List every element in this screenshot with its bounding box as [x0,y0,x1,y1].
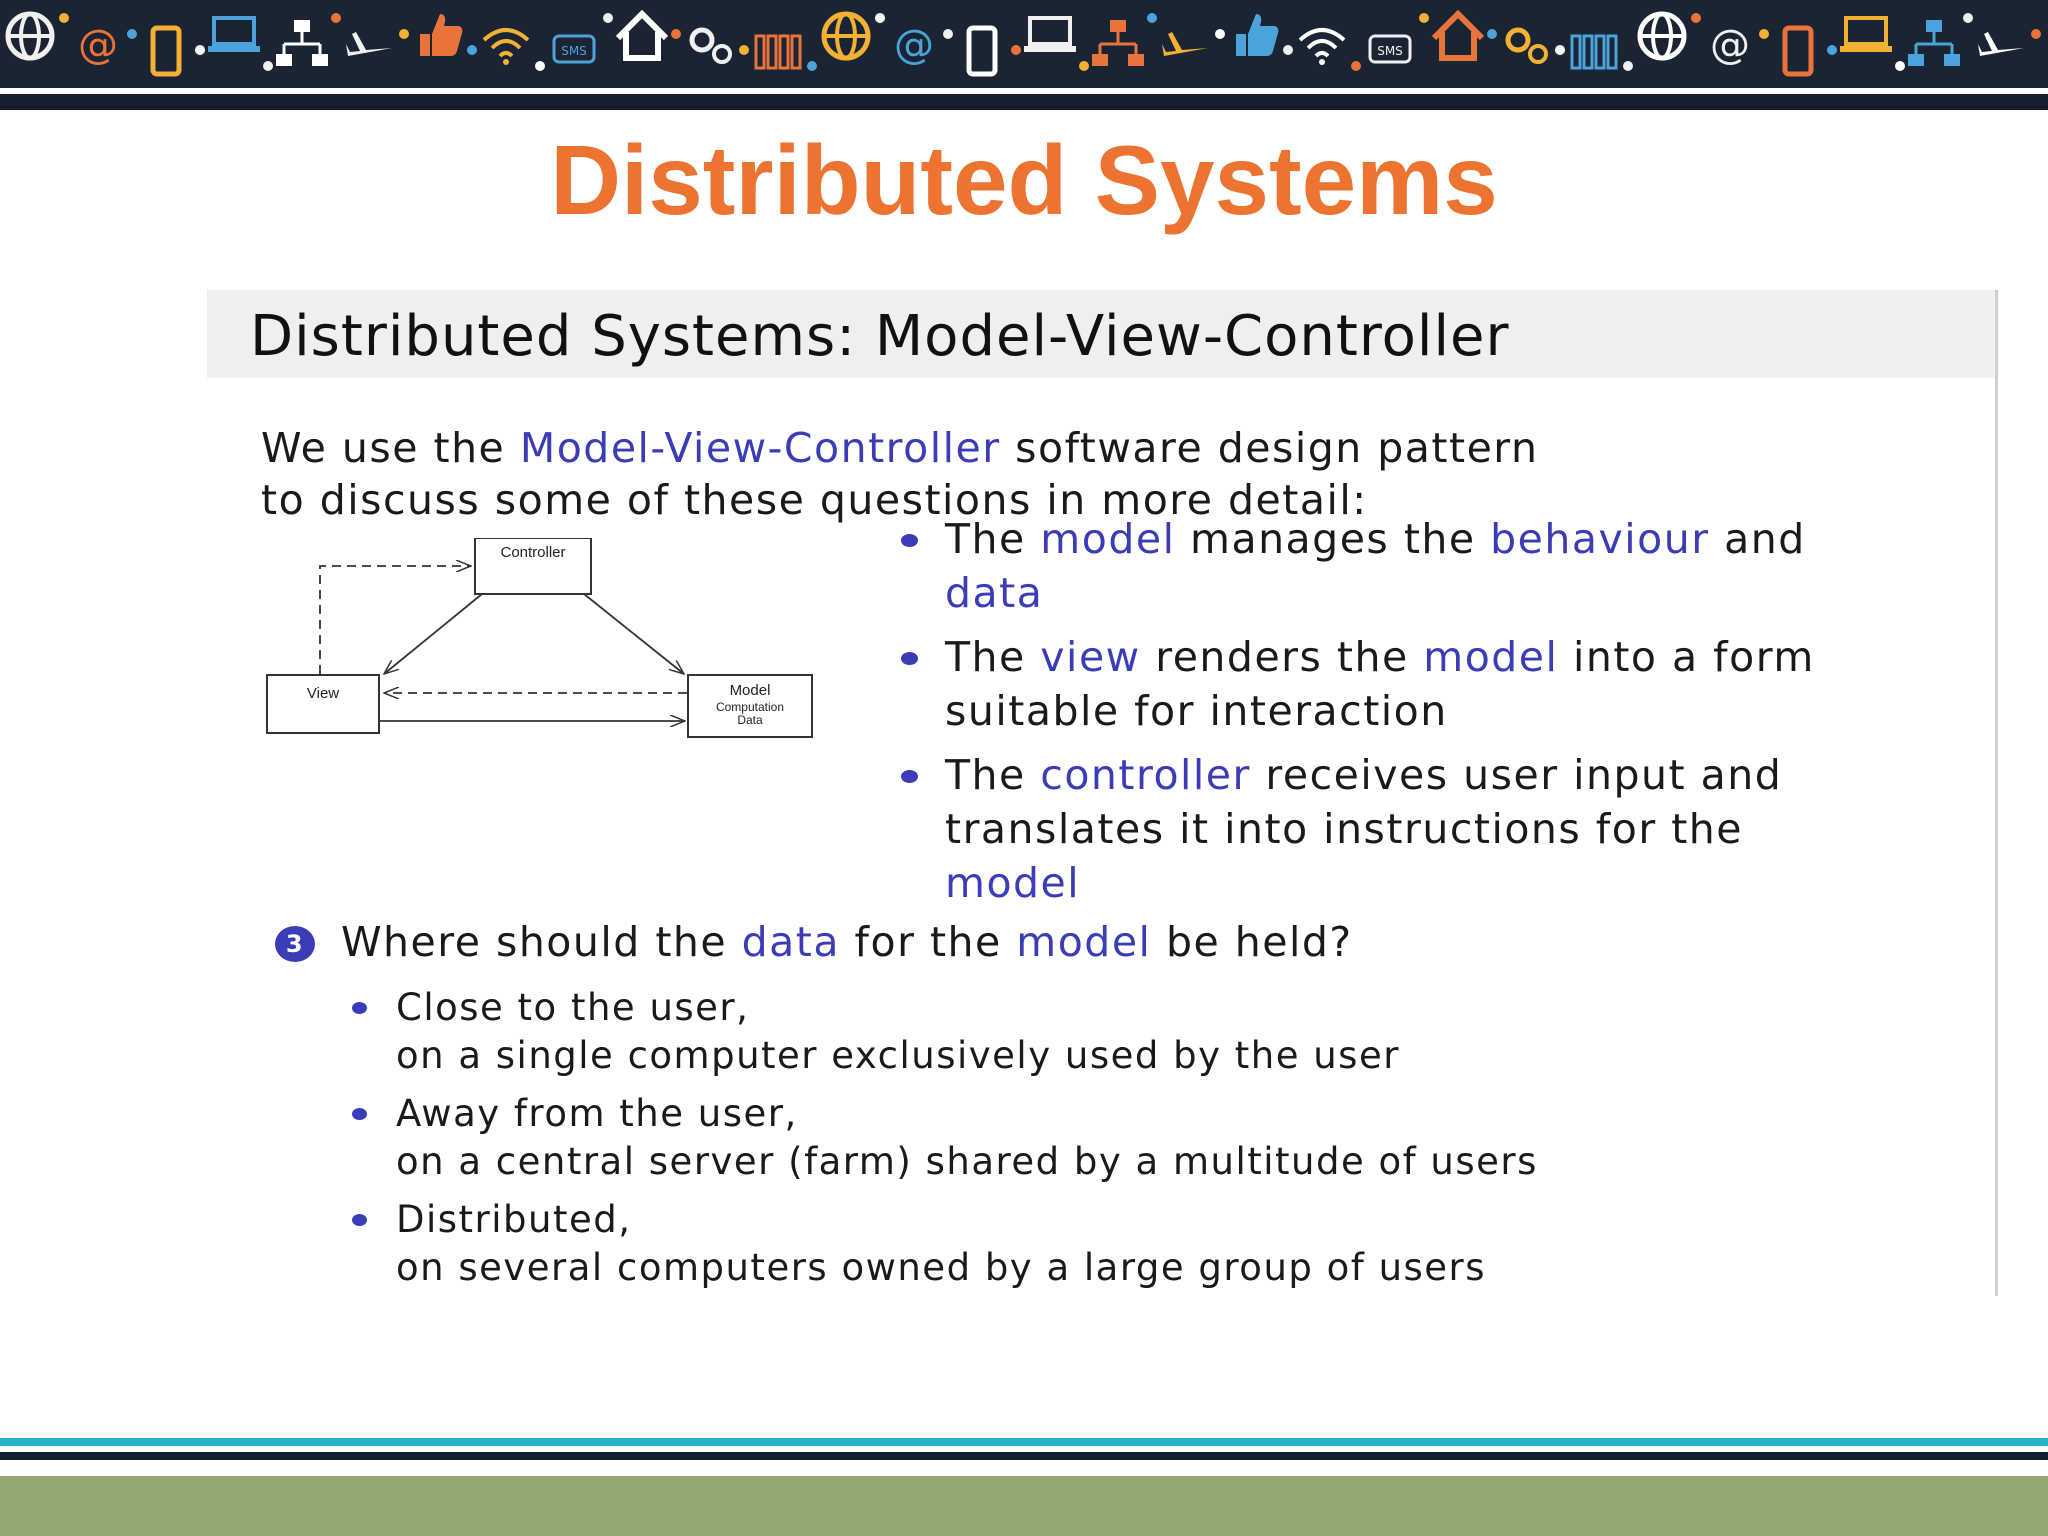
sub-bullet-detail: on several computers owned by a large group of users [396,1246,1487,1289]
laptop-icon [1840,18,1892,52]
battery-icon [1572,36,1616,68]
bullet-controller [892,748,1872,912]
slide-title: Distributed Systems [550,125,1498,235]
question-text: Where should the data for the model be held? [341,918,1353,966]
dot-icon [1419,13,1429,23]
dot-icon [1283,45,1293,55]
bullet-dot [901,652,918,665]
dot-icon [535,61,545,71]
bullet-model [892,512,1872,622]
thumbs-up-icon [420,14,462,56]
laptop-icon [208,18,260,52]
sub-bullet-head: Distributed, [396,1198,632,1241]
frame-title: Distributed Systems: Model-View-Controller [250,304,1510,369]
network-icon [1908,20,1960,66]
intro-text: We use the [261,424,520,472]
bullet-dot [352,1108,367,1120]
laptop-icon [1024,18,1076,52]
dot-icon [875,13,885,23]
gears-icon [1508,30,1546,62]
bullet-dot [352,1002,367,1014]
home-icon [618,14,666,58]
sub-bullet-detail: on a central server (farm) shared by a multitude of users [396,1140,1538,1183]
dot-icon [1555,45,1565,55]
thumbs-up-icon [1236,14,1278,56]
dot-icon [1487,29,1497,39]
dot-icon [2031,29,2041,39]
battery-icon [756,36,800,68]
dot-icon [1827,45,1837,55]
at-icon [78,22,118,68]
globe-icon [824,14,868,58]
sms-icon [1370,36,1410,62]
network-icon [1092,20,1144,66]
dot-icon [1147,13,1157,23]
dot-icon [331,13,341,23]
footer-band [0,1476,2048,1536]
dot-icon [59,13,69,23]
bullet-dot [352,1214,367,1226]
phone-icon [969,28,995,74]
dot-icon [263,61,273,71]
dot-icon [1963,13,1973,23]
dot-icon [739,45,749,55]
airplane-icon [1162,32,1208,56]
sub-bullet-head: Away from the user, [396,1092,798,1135]
dot-icon [195,45,205,55]
dot-icon [1351,61,1361,71]
dot-icon [943,29,953,39]
intro-line-1 [261,424,1538,472]
bullet-text: The model manages the behaviour and data [945,515,1806,617]
sub-bullet-away [344,1090,1644,1186]
footer-gap [0,1460,2048,1476]
wifi-icon [484,30,528,65]
question-number-badge: 3 [275,926,315,962]
intro-text: software design pattern [1000,424,1539,472]
at-icon [1710,22,1750,68]
dot-icon [399,29,409,39]
icon-banner [0,0,2048,88]
wifi-icon [1300,30,1344,65]
dot-icon [1691,13,1701,23]
dot-icon [1623,61,1633,71]
sms-icon [554,36,594,62]
airplane-icon [346,32,392,56]
controller-label: Controller [500,544,566,561]
mvc-term: Model-View-Controller [519,424,1001,472]
footer-accent-line [0,1438,2048,1446]
intro-line-2: to discuss some of these questions in more detail: [261,476,1368,524]
globe-icon [8,14,52,58]
bullet-view [892,630,1872,740]
view-to-controller-arrow [320,566,471,674]
dot-icon [1759,29,1769,39]
bullet-text: The controller receives user input and translates it into instructions for the model [945,751,1783,907]
phone-icon [153,28,179,74]
sub-bullet-detail: on a single computer exclusively used by the user [396,1034,1400,1077]
dot-icon [671,29,681,39]
globe-icon [1640,14,1684,58]
banner-rule [0,94,2048,110]
svg-text:@: @ [78,22,118,68]
mvc-diagram [262,538,822,748]
controller-to-view-arrow [384,594,482,674]
model-computation-label: Computation [715,700,785,714]
bullet-dot [901,534,918,547]
svg-text:SMS: SMS [1377,44,1403,58]
dot-icon [603,13,613,23]
svg-text:@: @ [894,22,934,68]
sub-bullet-close [344,984,1644,1080]
dot-icon [467,45,477,55]
phone-icon [1785,28,1811,74]
frame-header [207,290,1995,378]
lecture-frame [207,290,1998,1296]
dot-icon [1895,61,1905,71]
dot-icon [1011,45,1021,55]
home-icon [1434,14,1482,58]
view-box [267,675,379,733]
dot-icon [807,61,817,71]
bullet-dot [901,770,918,783]
model-data-label: Data [737,713,763,727]
footer-dark-line [0,1452,2048,1460]
at-icon [894,22,934,68]
dot-icon [1215,29,1225,39]
dot-icon [127,29,137,39]
bullet-text: The view renders the model into a form suitable for interaction [945,633,1815,735]
sub-bullet-head: Close to the user, [396,986,750,1029]
banner-icons [0,0,2048,88]
gears-icon [692,30,730,62]
svg-text:@: @ [1710,22,1750,68]
dot-icon [1079,61,1089,71]
sub-bullet-distributed [344,1196,1644,1292]
airplane-icon [1978,32,2024,56]
controller-to-model-arrow [584,594,684,674]
view-label: View [306,685,340,702]
svg-text:SMS: SMS [561,44,587,58]
network-icon [276,20,328,66]
model-label: Model [729,682,771,699]
